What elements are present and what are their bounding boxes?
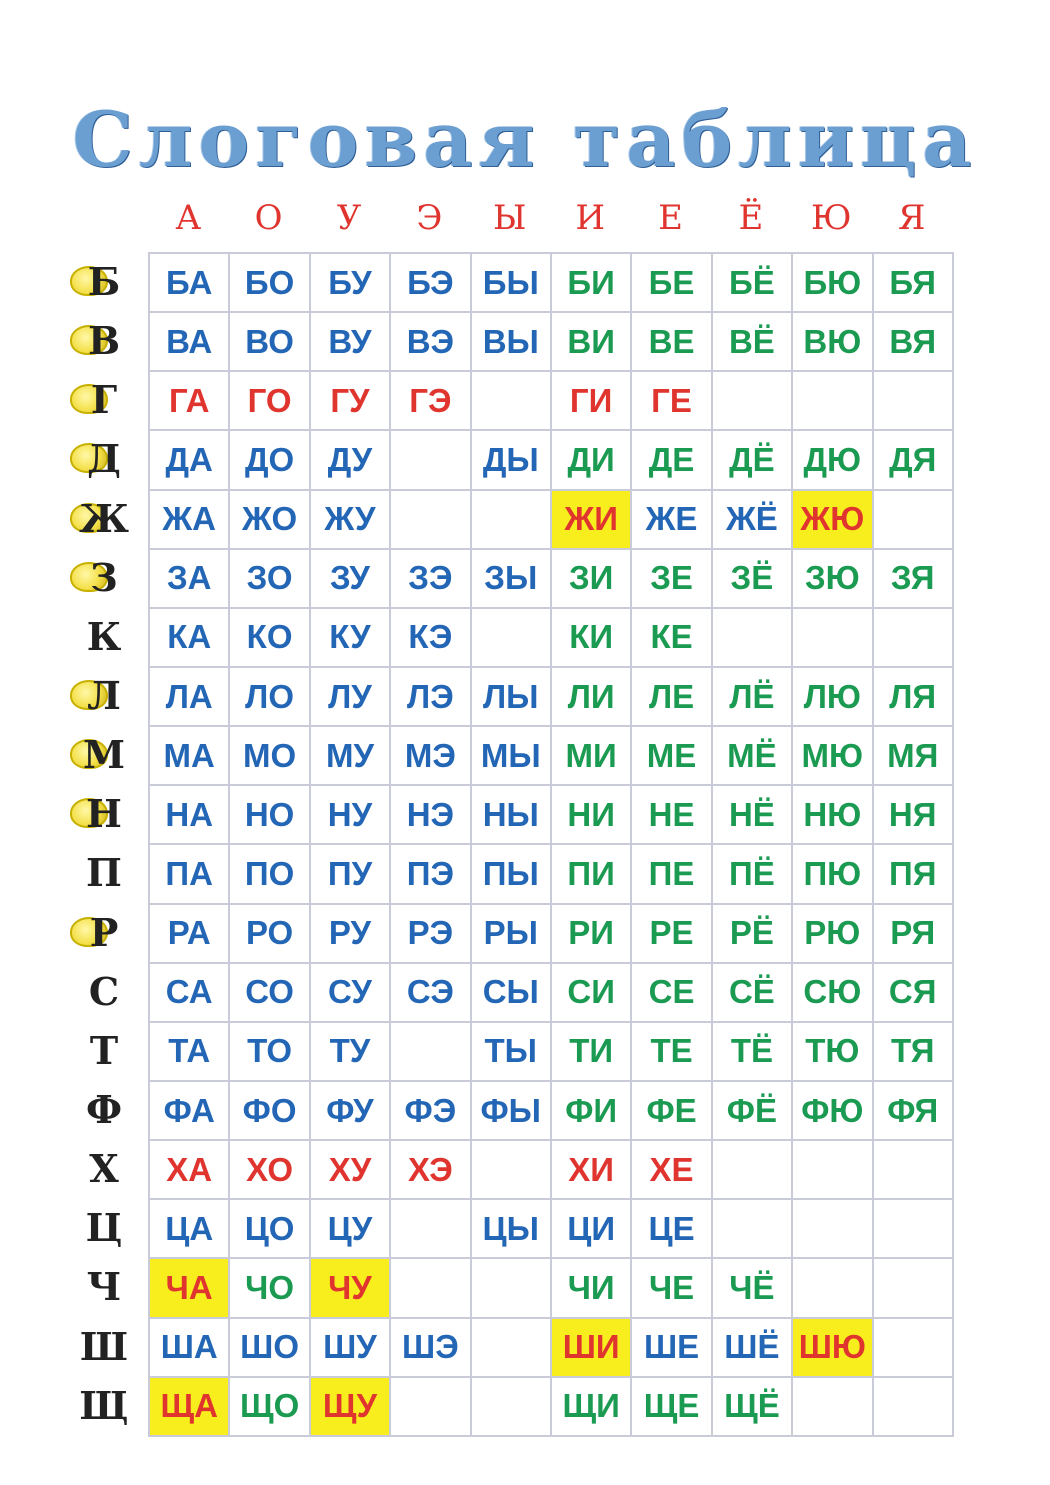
consonant-label xyxy=(60,784,148,843)
syllable-cell: БЯ xyxy=(873,253,953,312)
syllable-cell: НЭ xyxy=(390,785,470,844)
syllable-cell: БЫ xyxy=(471,253,551,312)
syllable-cell: ЗЕ xyxy=(631,549,711,608)
table-row xyxy=(149,904,953,963)
consonant-letter: Р xyxy=(89,909,119,955)
table-row xyxy=(149,371,953,430)
syllable-cell xyxy=(471,490,551,549)
syllable-cell: ДИ xyxy=(551,430,631,489)
syllable-cell: ШО xyxy=(229,1318,309,1377)
syllable-cell: ФЮ xyxy=(792,1081,872,1140)
consonant-label xyxy=(60,1376,148,1435)
syllable-cell xyxy=(792,1258,872,1317)
consonant-letter: Щ xyxy=(79,1382,129,1428)
syllable-cell: ЛЕ xyxy=(631,667,711,726)
syllable-cell: ЧЁ xyxy=(712,1258,792,1317)
syllable-cell: ЩО xyxy=(229,1377,309,1436)
syllable-cell: ПО xyxy=(229,844,309,903)
syllable-cell xyxy=(471,1140,551,1199)
syllable-cell: ДО xyxy=(229,430,309,489)
syllable-cell xyxy=(873,371,953,430)
syllable-cell: МУ xyxy=(310,726,390,785)
syllable-cell: ШЮ xyxy=(792,1318,872,1377)
consonant-label xyxy=(60,725,148,784)
syllable-cell: НА xyxy=(149,785,229,844)
table-row xyxy=(149,726,953,785)
consonant-letter: З xyxy=(90,554,118,600)
syllable-cell xyxy=(792,1199,872,1258)
syllable-cell: ЩЕ xyxy=(631,1377,711,1436)
syllable-cell: РЮ xyxy=(792,904,872,963)
syllable-cell xyxy=(471,1318,551,1377)
syllable-cell: СЕ xyxy=(631,963,711,1022)
syllable-cell: СЫ xyxy=(471,963,551,1022)
consonant-letter: П xyxy=(86,850,122,896)
syllable-cell xyxy=(873,490,953,549)
syllable-cell: ГЕ xyxy=(631,371,711,430)
syllable-cell: СА xyxy=(149,963,229,1022)
syllable-cell: БИ xyxy=(551,253,631,312)
consonant-letter: Л xyxy=(87,673,121,719)
syllable-cell: ЛЯ xyxy=(873,667,953,726)
syllable-cell: РИ xyxy=(551,904,631,963)
syllable-cell: СЯ xyxy=(873,963,953,1022)
syllable-cell: ХЕ xyxy=(631,1140,711,1199)
syllable-cell: ЧУ xyxy=(310,1258,390,1317)
consonant-letter: Б xyxy=(87,259,121,305)
syllable-cell: ФУ xyxy=(310,1081,390,1140)
syllable-cell: БЮ xyxy=(792,253,872,312)
syllable-cell: РА xyxy=(149,904,229,963)
vowel-header-row xyxy=(148,198,952,248)
syllable-cell: ДУ xyxy=(310,430,390,489)
consonant-label xyxy=(60,1317,148,1376)
syllable-cell: ФЭ xyxy=(390,1081,470,1140)
syllable-cell: БЕ xyxy=(631,253,711,312)
syllable-cell: ЦИ xyxy=(551,1199,631,1258)
syllable-cell: ЗЭ xyxy=(390,549,470,608)
syllable-cell: ГИ xyxy=(551,371,631,430)
syllable-cell: ДЯ xyxy=(873,430,953,489)
syllable-cell xyxy=(792,608,872,667)
syllable-cell: НЮ xyxy=(792,785,872,844)
syllable-cell: ТИ xyxy=(551,1022,631,1081)
consonant-label xyxy=(60,903,148,962)
syllable-cell: ЛЫ xyxy=(471,667,551,726)
syllable-cell xyxy=(712,608,792,667)
syllable-cell: НУ xyxy=(310,785,390,844)
syllable-cell: ШУ xyxy=(310,1318,390,1377)
syllable-cell: ЗИ xyxy=(551,549,631,608)
syllable-cell: ТЮ xyxy=(792,1022,872,1081)
syllable-cell: ПЫ xyxy=(471,844,551,903)
syllable-cell: МЮ xyxy=(792,726,872,785)
syllable-cell: ТУ xyxy=(310,1022,390,1081)
syllable-cell: КИ xyxy=(551,608,631,667)
syllable-cell: ЛУ xyxy=(310,667,390,726)
consonant-label xyxy=(60,370,148,429)
syllable-cell: МЁ xyxy=(712,726,792,785)
table-row xyxy=(149,844,953,903)
syllable-cell: ХА xyxy=(149,1140,229,1199)
syllable-cell: ЦУ xyxy=(310,1199,390,1258)
table-row xyxy=(149,549,953,608)
syllable-cell xyxy=(873,1199,953,1258)
syllable-cell: КЭ xyxy=(390,608,470,667)
syllable-cell: КО xyxy=(229,608,309,667)
syllable-cell: МЭ xyxy=(390,726,470,785)
consonant-letter: К xyxy=(86,613,122,659)
syllable-cell xyxy=(712,1199,792,1258)
syllable-cell: ВЭ xyxy=(390,312,470,371)
consonant-letter: Ц xyxy=(85,1205,123,1251)
consonant-label xyxy=(60,1257,148,1316)
syllable-cell: ДЫ xyxy=(471,430,551,489)
syllable-cell: ЗЫ xyxy=(471,549,551,608)
syllable-cell: КА xyxy=(149,608,229,667)
syllable-cell: ХУ xyxy=(310,1140,390,1199)
syllable-cell: ЩЁ xyxy=(712,1377,792,1436)
syllable-cell: НЁ xyxy=(712,785,792,844)
consonant-label xyxy=(60,252,148,311)
syllable-cell: ТЁ xyxy=(712,1022,792,1081)
syllable-cell: ЛО xyxy=(229,667,309,726)
vowel-header: Е xyxy=(658,198,683,238)
syllable-cell: ХО xyxy=(229,1140,309,1199)
syllable-cell: РЭ xyxy=(390,904,470,963)
syllable-cell: ПЕ xyxy=(631,844,711,903)
syllable-cell: ВЮ xyxy=(792,312,872,371)
table-row xyxy=(149,963,953,1022)
syllable-cell: ВЯ xyxy=(873,312,953,371)
table-row xyxy=(149,430,953,489)
syllable-cell: РЯ xyxy=(873,904,953,963)
syllable-cell: ТЕ xyxy=(631,1022,711,1081)
syllable-cell: ГУ xyxy=(310,371,390,430)
syllable-cell xyxy=(390,490,470,549)
consonant-letter: Д xyxy=(87,436,121,482)
syllable-cell: СЁ xyxy=(712,963,792,1022)
syllable-cell: ФА xyxy=(149,1081,229,1140)
syllable-cell xyxy=(471,608,551,667)
consonant-label xyxy=(60,489,148,548)
syllable-cell: КУ xyxy=(310,608,390,667)
syllable-cell: ВУ xyxy=(310,312,390,371)
syllable-cell: ЖЮ xyxy=(792,490,872,549)
syllable-cell: ШЭ xyxy=(390,1318,470,1377)
syllable-cell: ЧА xyxy=(149,1258,229,1317)
table-row xyxy=(149,490,953,549)
table-row xyxy=(149,1258,953,1317)
syllable-cell: КЕ xyxy=(631,608,711,667)
syllable-cell: ТЯ xyxy=(873,1022,953,1081)
syllable-cell: ПУ xyxy=(310,844,390,903)
syllable-cell: ЦЕ xyxy=(631,1199,711,1258)
syllable-cell: НИ xyxy=(551,785,631,844)
syllable-cell xyxy=(390,430,470,489)
syllable-cell: ДЁ xyxy=(712,430,792,489)
consonant-label xyxy=(60,311,148,370)
consonant-label xyxy=(60,1198,148,1257)
consonant-letter: Т xyxy=(89,1027,119,1073)
syllable-cell xyxy=(873,1318,953,1377)
syllable-cell xyxy=(792,371,872,430)
syllable-cell: СУ xyxy=(310,963,390,1022)
syllable-cell xyxy=(390,1377,470,1436)
syllable-cell: ЖЕ xyxy=(631,490,711,549)
syllable-cell: МО xyxy=(229,726,309,785)
syllable-cell: ЛА xyxy=(149,667,229,726)
consonant-label xyxy=(60,1021,148,1080)
syllable-cell: РУ xyxy=(310,904,390,963)
consonant-letter: С xyxy=(88,968,120,1014)
syllable-cell: РЫ xyxy=(471,904,551,963)
syllable-cell: ШЕ xyxy=(631,1318,711,1377)
table-row xyxy=(149,312,953,371)
syllable-cell: ПА xyxy=(149,844,229,903)
table-row xyxy=(149,1140,953,1199)
syllable-cell: ЧЕ xyxy=(631,1258,711,1317)
vowel-header: О xyxy=(254,198,283,238)
syllable-cell: ЗЮ xyxy=(792,549,872,608)
syllable-cell: ФЯ xyxy=(873,1081,953,1140)
consonant-label xyxy=(60,666,148,725)
syllable-cell: ТЫ xyxy=(471,1022,551,1081)
vowel-header: У xyxy=(336,198,362,238)
syllable-cell: ЩА xyxy=(149,1377,229,1436)
syllable-cell xyxy=(873,1140,953,1199)
consonant-label xyxy=(60,607,148,666)
syllable-cell xyxy=(471,371,551,430)
vowel-header: И xyxy=(575,198,605,238)
syllable-cell xyxy=(390,1258,470,1317)
syllable-cell: НО xyxy=(229,785,309,844)
syllable-cell xyxy=(712,1140,792,1199)
table-row xyxy=(149,785,953,844)
syllable-cell: ДЕ xyxy=(631,430,711,489)
consonant-letter: Ж xyxy=(79,495,129,541)
consonant-label xyxy=(60,548,148,607)
syllable-cell: ЗЁ xyxy=(712,549,792,608)
syllable-cell: ЖЁ xyxy=(712,490,792,549)
syllable-cell: ГЭ xyxy=(390,371,470,430)
syllable-cell: СЭ xyxy=(390,963,470,1022)
syllable-cell: ВИ xyxy=(551,312,631,371)
syllable-cell: ЧО xyxy=(229,1258,309,1317)
consonant-label xyxy=(60,429,148,488)
consonant-letter: В xyxy=(87,318,121,364)
syllable-cell: ПЮ xyxy=(792,844,872,903)
syllable-cell: ЩИ xyxy=(551,1377,631,1436)
syllable-cell: ПЭ xyxy=(390,844,470,903)
syllable-cell: ЗА xyxy=(149,549,229,608)
syllable-cell: ХЭ xyxy=(390,1140,470,1199)
syllable-cell: ЦА xyxy=(149,1199,229,1258)
syllable-cell: ЛЭ xyxy=(390,667,470,726)
syllable-cell: ЗУ xyxy=(310,549,390,608)
table-row xyxy=(149,1318,953,1377)
syllable-cell: ЖА xyxy=(149,490,229,549)
syllable-cell: МЯ xyxy=(873,726,953,785)
syllable-cell: МА xyxy=(149,726,229,785)
syllable-cell xyxy=(792,1140,872,1199)
vowel-header: А xyxy=(175,198,202,238)
syllable-cell: ДЮ xyxy=(792,430,872,489)
syllable-cell: МЕ xyxy=(631,726,711,785)
syllable-cell xyxy=(471,1258,551,1317)
table-row xyxy=(149,608,953,667)
syllable-cell: ЖУ xyxy=(310,490,390,549)
syllable-cell: НЯ xyxy=(873,785,953,844)
syllable-cell: ЛЁ xyxy=(712,667,792,726)
page-title: Слоговая таблица xyxy=(72,95,978,184)
syllable-cell: ПИ xyxy=(551,844,631,903)
vowel-header: Ы xyxy=(493,198,527,238)
syllable-cell: ЦЫ xyxy=(471,1199,551,1258)
syllable-cell: СО xyxy=(229,963,309,1022)
syllable-cell: БУ xyxy=(310,253,390,312)
syllable-cell: ГА xyxy=(149,371,229,430)
syllable-cell: ХИ xyxy=(551,1140,631,1199)
consonant-letter: Ч xyxy=(86,1264,122,1310)
syllable-cell: ГО xyxy=(229,371,309,430)
syllable-cell: МИ xyxy=(551,726,631,785)
syllable-cell: ФЕ xyxy=(631,1081,711,1140)
syllable-cell: РЕ xyxy=(631,904,711,963)
consonant-label xyxy=(60,1139,148,1198)
syllable-cell: БО xyxy=(229,253,309,312)
syllable-cell: ЦО xyxy=(229,1199,309,1258)
syllable-cell: ФЁ xyxy=(712,1081,792,1140)
syllable-cell: ШЁ xyxy=(712,1318,792,1377)
consonant-letter: Г xyxy=(90,377,118,423)
syllable-cell: ША xyxy=(149,1318,229,1377)
syllable-cell xyxy=(873,1258,953,1317)
syllable-cell: ВЕ xyxy=(631,312,711,371)
syllable-cell: ЗЯ xyxy=(873,549,953,608)
syllable-cell xyxy=(873,608,953,667)
syllable-cell: РЁ xyxy=(712,904,792,963)
table-row xyxy=(149,1081,953,1140)
consonant-letter: Х xyxy=(89,1146,119,1192)
syllable-cell xyxy=(471,1377,551,1436)
syllable-cell: ВА xyxy=(149,312,229,371)
syllable-cell: ВЫ xyxy=(471,312,551,371)
syllable-cell: БА xyxy=(149,253,229,312)
syllable-cell: ФЫ xyxy=(471,1081,551,1140)
syllable-cell: ПЯ xyxy=(873,844,953,903)
syllable-cell: НЫ xyxy=(471,785,551,844)
syllable-cell: СЮ xyxy=(792,963,872,1022)
syllable-cell: ЖО xyxy=(229,490,309,549)
syllable-cell: ВО xyxy=(229,312,309,371)
syllable-cell: ШИ xyxy=(551,1318,631,1377)
syllable-cell: МЫ xyxy=(471,726,551,785)
vowel-header: Я xyxy=(897,198,926,238)
consonant-letter: Н xyxy=(86,791,122,837)
syllable-cell: ПЁ xyxy=(712,844,792,903)
syllable-cell: ВЁ xyxy=(712,312,792,371)
consonant-letter: М xyxy=(82,732,126,778)
syllable-cell: ЖИ xyxy=(551,490,631,549)
vowel-header: Э xyxy=(416,198,443,238)
syllable-cell: ФИ xyxy=(551,1081,631,1140)
syllable-cell: НЕ xyxy=(631,785,711,844)
syllable-cell: ТО xyxy=(229,1022,309,1081)
syllable-cell: ЗО xyxy=(229,549,309,608)
syllable-cell xyxy=(390,1199,470,1258)
table-row xyxy=(149,253,953,312)
syllable-cell xyxy=(873,1377,953,1436)
syllable-cell: ЧИ xyxy=(551,1258,631,1317)
syllable-cell: БЁ xyxy=(712,253,792,312)
vowel-header: Ю xyxy=(811,198,852,238)
syllable-cell xyxy=(792,1377,872,1436)
syllable-cell: БЭ xyxy=(390,253,470,312)
table-row xyxy=(149,1199,953,1258)
consonant-label xyxy=(60,843,148,902)
syllable-cell xyxy=(390,1022,470,1081)
table-row xyxy=(149,667,953,726)
syllable-cell: ЛИ xyxy=(551,667,631,726)
consonant-label xyxy=(60,962,148,1021)
syllable-cell: ФО xyxy=(229,1081,309,1140)
syllable-grid xyxy=(148,252,954,1437)
syllable-cell: РО xyxy=(229,904,309,963)
consonant-column xyxy=(60,252,148,1435)
syllable-cell: ЛЮ xyxy=(792,667,872,726)
table-row xyxy=(149,1377,953,1436)
vowel-header: Ё xyxy=(738,198,764,238)
syllable-cell: ДА xyxy=(149,430,229,489)
table-row xyxy=(149,1022,953,1081)
consonant-letter: Ф xyxy=(85,1087,123,1133)
syllable-cell: СИ xyxy=(551,963,631,1022)
syllable-cell: ТА xyxy=(149,1022,229,1081)
syllable-cell: ЩУ xyxy=(310,1377,390,1436)
consonant-letter: Ш xyxy=(79,1323,129,1369)
syllable-cell xyxy=(712,371,792,430)
consonant-label xyxy=(60,1080,148,1139)
